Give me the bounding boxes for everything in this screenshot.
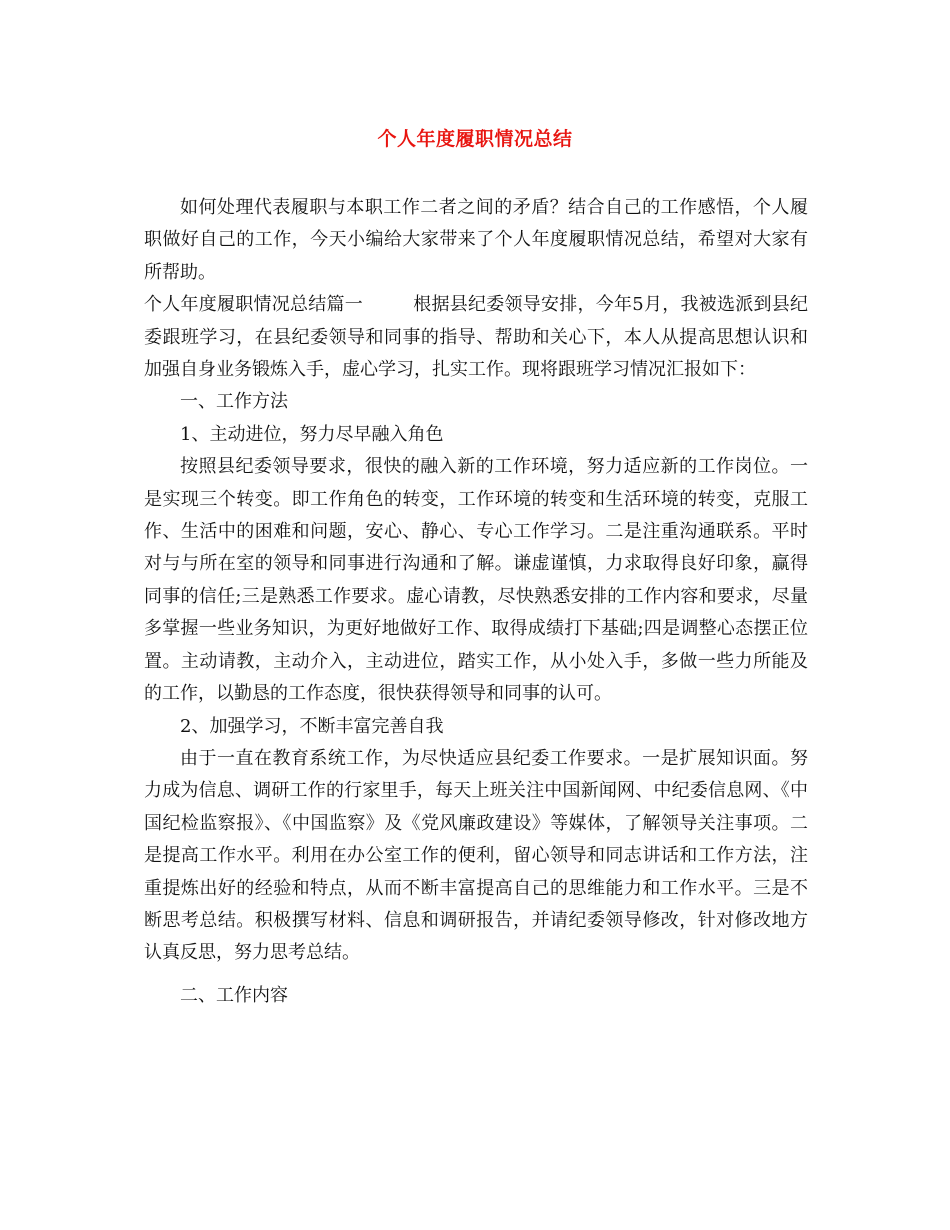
article-opening-text: 根据县纪委领导安排，今年5月，我被选派到县纪委跟班学习，在县纪委领导和同事的指导、帮助和关心下，本人从提高思想认识和加强自身业务锻炼入手，虚心学习，扎实工作。现将跟班学习情况汇报如下： (144, 294, 808, 381)
subsection-paragraph-1: 按照县纪委领导要求，很快的融入新的工作环境，努力适应新的工作岗位。一是实现三个转变。即工作角色的转变，工作环境的转变和生活环境的转变，克服工作、生活中的困难和问题，安心、静心、专心工作学习。二是注重沟通联系。平时对与与所在室的领导和同事进行沟通和了解。谦虚谨慎，力求取得良好印象，赢得同事的信任;三是熟悉工作要求。虚心请教，尽快熟悉安排的工作内容和要求，尽量多掌握一些业务知识，为更好地做好工作、取得成绩打下基础;四是调整心态摆正位置。主动请教，主动介入，主动进位，踏实工作，从小处入手，多做一些力所能及的工作，以勤恳的工作态度，很快获得领导和同事的认可。 (144, 456, 808, 705)
subsection-heading-2: 2、加强学习，不断丰富完善自我 (180, 715, 444, 737)
article-opening-paragraph (144, 289, 808, 386)
section-heading-content: 二、工作内容 (180, 984, 288, 1006)
subsection-paragraph-2: 由于一直在教育系统工作，为尽快适应县纪委工作要求。一是扩展知识面。努力成为信息、调研工作的行家里手，每天上班关注中国新闻网、中纪委信息网、《中国纪检监察报》、《中国监察》及《党风廉政建设》等媒体，了解领导关注事项。二是提高工作水平。利用在办公室工作的便利，留心领导和同志讲话和工作方法，注重提炼出好的经验和特点，从而不断丰富提高自己的思维能力和工作水平。三是不断思考总结。积极撰写材料、信息和调研报告，并请纪委领导修改，针对修改地方认真反思，努力思考总结。 (144, 747, 808, 964)
document-body (144, 192, 808, 1012)
subsection-heading-1: 1、主动进位，努力尽早融入角色 (180, 423, 444, 445)
article-label: 个人年度履职情况总结篇一 (144, 294, 364, 316)
section-heading-methods: 一、工作方法 (180, 391, 288, 413)
document-title: 个人年度履职情况总结 (377, 128, 573, 150)
intro-paragraph: 如何处理代表履职与本职工作二者之间的矛盾？结合自己的工作感悟，个人履职做好自己的工作，今天小编给大家带来了个人年度履职情况总结，希望对大家有所帮助。 (144, 197, 808, 283)
